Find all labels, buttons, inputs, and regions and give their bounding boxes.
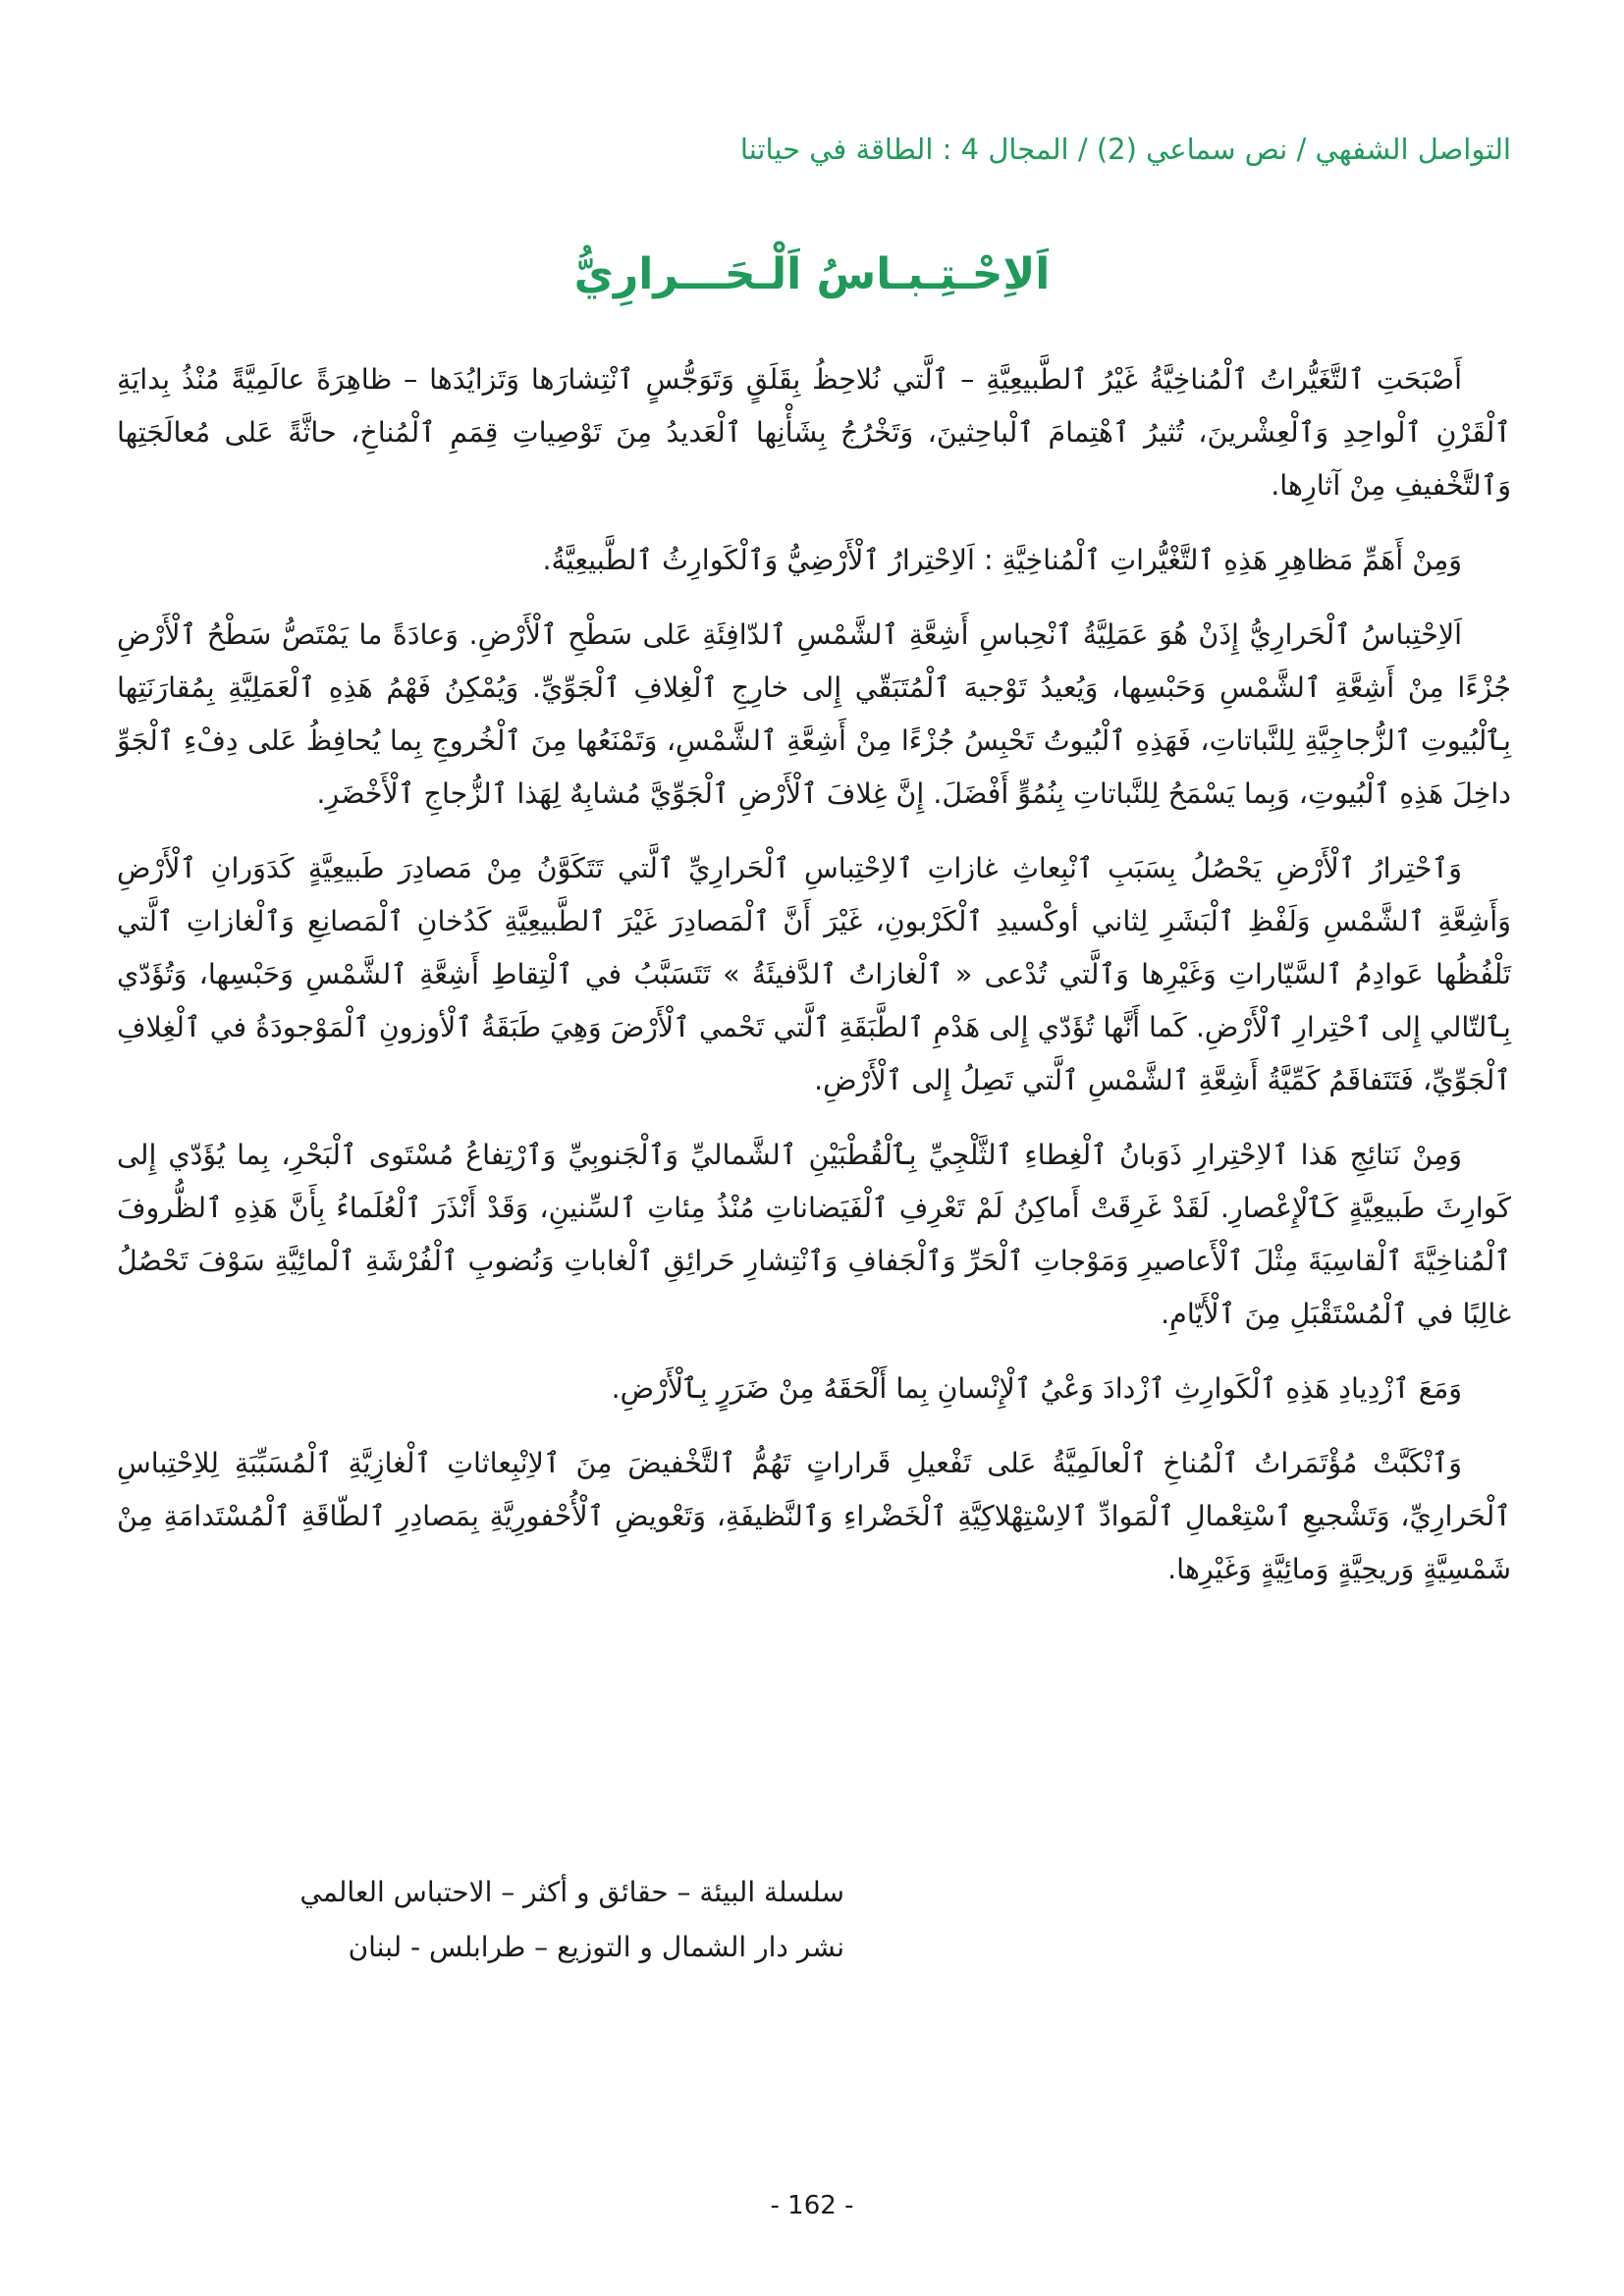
source-citation (157, 1865, 844, 1975)
page-title: اَلاِحْـتِـبـاسُ اَلْـحَـــرارِيُّ (573, 249, 1051, 299)
paragraph-1: أَصْبَحَتِ ٱلتَّغَيُّراتُ ٱلْمُناخِيَّةُ غَيْرُ ٱلطَّبيعِيَّةِ – ٱلَّتي نُلاحِظُ بِقَلَقٍ وَتَوَجُّسٍ ٱنْتِشارَها وَتَزايُدَها – ظاهِرَةً عالَمِيَّةً مُنْذُ بِدايَةِ ٱلْقَرْنِ ٱلْواحِدِ وَٱلْعِشْرينَ، تُثيرُ ٱهْتِمامَ ٱلْباحِثينَ، وَتَخْرُجُ بِشَأْنِها ٱلْعَديدُ مِنَ تَوْصِياتِ قِمَمِ ٱلْمُناخِ، حاثَّةً عَلى مُعالَجَتِها وَٱلتَّخْفيفِ مِنْ آثارِها. (117, 363, 1511, 502)
article-body (117, 353, 1511, 1618)
paragraph-3: اَلاِحْتِباسُ ٱلْحَرارِيُّ إِذَنْ هُوَ عَمَلِيَّةُ ٱنْحِباسِ أَشِعَّةِ ٱلشَّمْسِ ٱلدّافِئَةِ عَلى سَطْحِ ٱلْأَرْضِ. وَعادَةً ما يَمْتَصُّ سَطْحُ ٱلْأَرْضِ جُزْءًا مِنْ أَشِعَّةِ ٱلشَّمْسِ وَحَبْسِها، وَيُعيدُ تَوْجيهَ ٱلْمُتَبَقّي إِلى خارِجِ ٱلْغِلافِ ٱلْجَوِّيِّ. وَيُمْكِنُ فَهْمُ هَذِهِ ٱلْعَمَلِيَّةِ بِمُقارَنَتِها بِٱلْبُيوتِ ٱلزُّجاجِيَّةِ لِلنَّباتاتِ، فَهَذِهِ ٱلْبُيوتُ تَحْبِسُ جُزْءًا مِنْ أَشِعَّةِ ٱلشَّمْسِ، وَتَمْنَعُها مِنَ ٱلْخُروجِ بِما يُحافِظُ عَلى دِفْءِ ٱلْجَوِّ داخِلَ هَذِهِ ٱلْبُيوتِ، وَبِما يَسْمَحُ لِلنَّباتاتِ بِنُمُوٍّ أَفْضَلَ. إِنَّ غِلافَ ٱلْأَرْضِ ٱلْجَوِّيَّ مُشابِهٌ لِهَذا ٱلزُّجاجِ ٱلْأَخْضَرِ. (117, 618, 1511, 810)
breadcrumb: التواصل الشفهي / نص سماعي (2) / المجال 4 : الطاقة في حياتنا (739, 133, 1511, 166)
paragraph-5: وَمِنْ نَتائِجِ هَذا ٱلاِحْتِرارِ ذَوَبانُ ٱلْغِطاءِ ٱلثَّلْجِيِّ بِٱلْقُطْبَيْنِ ٱلشَّماليِّ وَٱلْجَنوبِيِّ وَٱرْتِفاعُ مُسْتَوى ٱلْبَحْرِ، بِما يُؤَدّي إِلى كَوارِثَ طَبيعِيَّةٍ كَٱلْإِعْصارِ. لَقَدْ غَرِقَتْ أَماكِنُ لَمْ تَعْرِفِ ٱلْفَيَضاناتِ مُنْذُ مِئاتِ ٱلسِّنينِ، وَقَدْ أَنْذَرَ ٱلْعُلَماءُ بِأَنَّ هَذِهِ ٱلظُّروفَ ٱلْمُناخِيَّةَ ٱلْقاسِيَةَ مِثْلَ ٱلْأَعاصيرِ وَمَوْجاتِ ٱلْحَرِّ وَٱلْجَفافِ وَٱنْتِشارِ حَرائِقِ ٱلْغاباتِ وَنُضوبِ ٱلْفُرْشَةِ ٱلْمائِيَّةِ سَوْفَ تَحْصُلُ غالِبًا في ٱلْمُسْتَقْبَلِ مِنَ ٱلْأَيّامِ. (117, 1139, 1511, 1330)
page-number: - 162 - (770, 2191, 854, 2220)
paragraph-4: وَٱحْتِرارُ ٱلْأَرْضِ يَحْصُلُ بِسَبَبِ ٱنْبِعاثِ غازاتِ ٱلاِحْتِباسِ ٱلْحَرارِيِّ ٱلَّتي تَتَكَوَّنُ مِنْ مَصادِرَ طَبيعِيَّةٍ كَدَوَرانِ ٱلْأَرْضِ وَأَشِعَّةِ ٱلشَّمْسِ وَلَفْظِ ٱلْبَشَرِ لِثاني أوكْسيدِ ٱلْكَرْبونِ، غَيْرَ أَنَّ ٱلْمَصادِرَ غَيْرَ ٱلطَّبيعِيَّةِ كَدُخانِ ٱلْمَصانِعِ وَٱلْغازاتِ ٱلَّتي تَلْفُظُها عَوادِمُ ٱلسَّيّاراتِ وَغَيْرِها وَٱلَّتي تُدْعى « ٱلْغازاتُ ٱلدَّفيئَةُ » تَتَسَبَّبُ في ٱلْتِقاطِ أَشِعَّةِ ٱلشَّمْسِ وَحَبْسِها، وَتُؤَدّي بِٱلتّالي إِلى ٱحْتِرارِ ٱلْأَرْضِ. كَما أَنَّها تُؤَدّي إِلى هَدْمِ ٱلطَّبَقَةِ ٱلَّتي تَحْمي ٱلْأَرْضَ وَهِيَ طَبَقَةُ ٱلْأوزونِ ٱلْمَوْجودَةُ في ٱلْغِلافِ ٱلْجَوِّيِّ، فَتَتَفاقَمُ كَمِّيَّةُ أَشِعَّةِ ٱلشَّمْسِ ٱلَّتي تَصِلُ إِلى ٱلْأَرْضِ. (117, 852, 1511, 1096)
source-series: سلسلة البيئة – حقائق و أكثر – الاحتباس العالمي (299, 1876, 844, 1908)
paragraph-7: وَٱنْكَبَّتْ مُؤْتَمَراتُ ٱلْمُناخِ ٱلْعالَمِيَّةُ عَلى تَفْعيلِ قَراراتٍ تَهُمُّ ٱلتَّخْفيضَ مِنَ ٱلاِنْبِعاثاتِ ٱلْغازِيَّةِ ٱلْمُسَبِّبَةِ لِلاِحْتِباسِ ٱلْحَرارِيِّ، وَتَشْجيعِ ٱسْتِعْمالِ ٱلْمَوادِّ ٱلاِسْتِهْلاكِيَّةِ ٱلْخَضْراءِ وَٱلنَّظيفَةِ، وَتَعْويضِ ٱلْأُحْفورِيَّةِ بِمَصادِرِ ٱلطّاقَةِ ٱلْمُسْتَدامَةِ مِنْ شَمْسِيَّةٍ وَريحِيَّةٍ وَمائِيَّةٍ وَغَيْرِها. (117, 1447, 1511, 1585)
paragraph-2: وَمِنْ أَهَمِّ مَظاهِرِ هَذِهِ ٱلتَّغْيُّراتِ ٱلْمُناخِيَّةِ : اَلاِحْتِرارُ ٱلْأَرْضِيُّ وَٱلْكَوارِثُ ٱلطَّبيعِيَّةُ. (542, 544, 1462, 576)
source-publisher: نشر دار الشمال و التوزيع – طرابلس - لبنان (348, 1931, 844, 1963)
paragraph-6: وَمَعَ ٱزْدِيادِ هَذِهِ ٱلْكَوارِثِ ٱزْدادَ وَعْيُ ٱلْإِنْسانِ بِما أَلْحَقَهُ مِنْ ضَرَرٍ بِٱلْأَرْضِ. (611, 1372, 1462, 1405)
